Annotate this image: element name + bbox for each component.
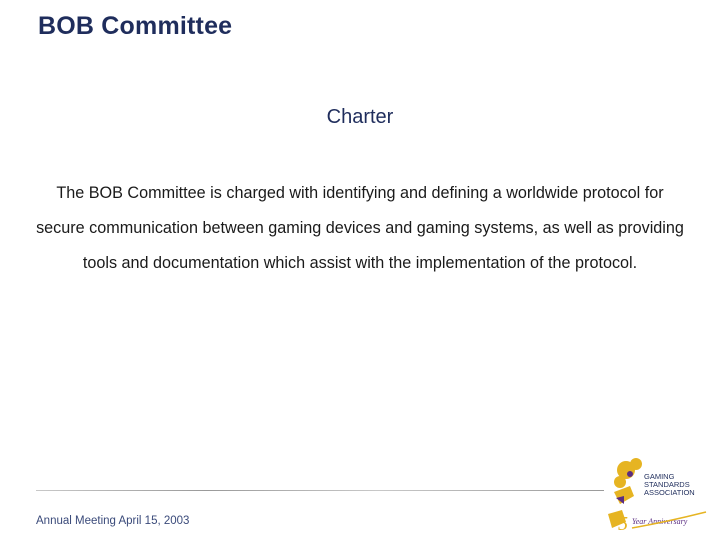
charter-text: The BOB Committee is charged with identifying and defining a worldwide protocol for secure communication between gaming devices and gaming systems, as well as providing tools and documentation which assist with the implementation of the protocol. bbox=[36, 184, 684, 272]
footer-date: Annual Meeting April 15, 2003 bbox=[36, 515, 190, 527]
gsa-logo bbox=[606, 452, 716, 536]
slide-subtitle: Charter bbox=[326, 106, 394, 128]
slide-title: BOB Committee bbox=[38, 12, 233, 40]
logo-tagline: Year Anniversary bbox=[632, 517, 688, 526]
svg-text:STANDARDS: STANDARDS bbox=[644, 480, 690, 489]
logo-five: 5 bbox=[618, 513, 628, 535]
logo-lettering bbox=[644, 472, 695, 497]
footer-divider bbox=[36, 490, 604, 491]
svg-text:ASSOCIATION: ASSOCIATION bbox=[644, 488, 695, 497]
svg-text:GAMING: GAMING bbox=[644, 472, 675, 481]
